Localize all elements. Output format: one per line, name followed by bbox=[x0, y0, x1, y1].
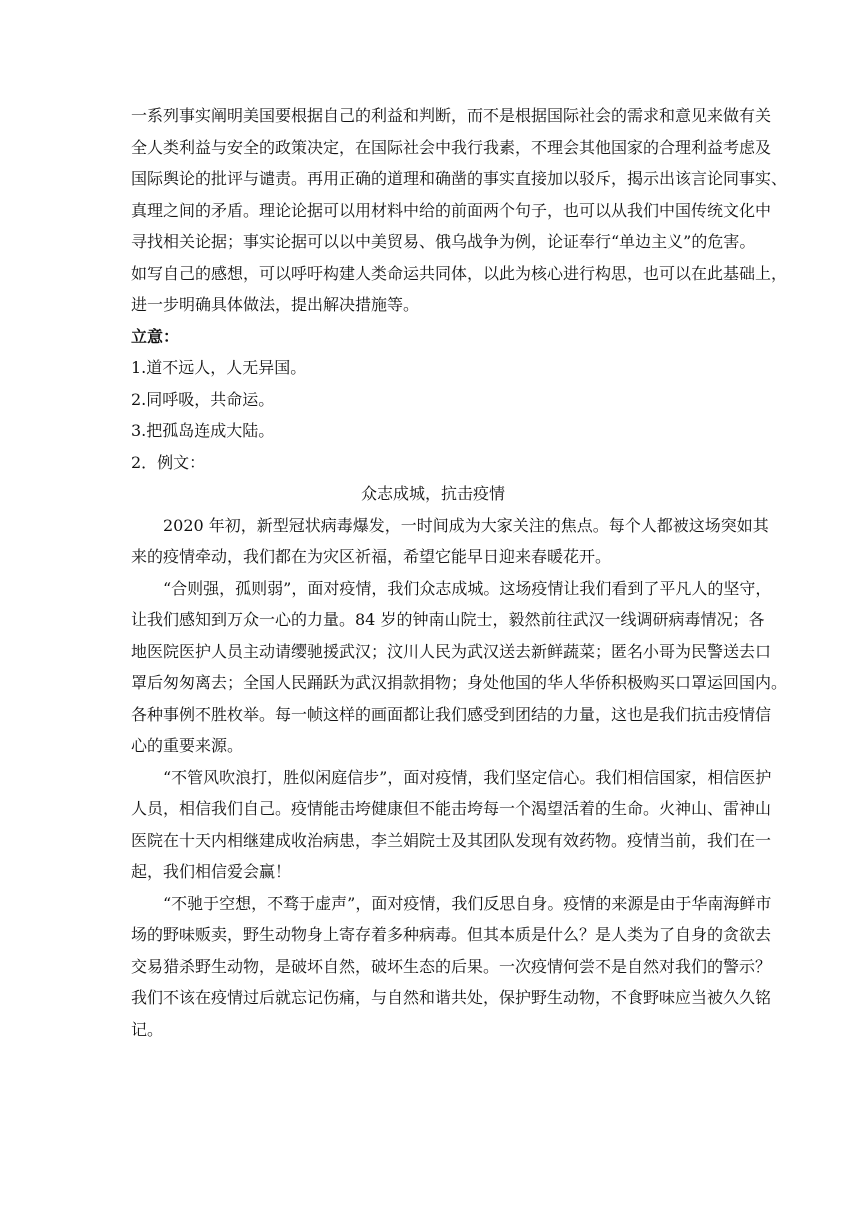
essay-paragraph bbox=[131, 573, 788, 762]
feeling-line: 如写自己的感想，可以呼吁构建人类命运共同体，以此为核心进行构思，也可以在此基础上， bbox=[131, 263, 788, 283]
intro-line: 全人类利益与安全的政策决定，在国际社会中我行我素，不理会其他国家的合理利益考虑及 bbox=[131, 137, 772, 157]
essay-line: 场的野味贩卖，野生动物身上寄存着多种病毒。但其本质是什么？是人类为了自身的贪欲去 bbox=[131, 925, 772, 944]
example-label: 2．例文： bbox=[131, 452, 206, 472]
intro-line: 一系列事实阐明美国要根据自己的利益和判断，而不是根据国际社会的需求和意见来做有关 bbox=[131, 106, 772, 125]
essay-line: 心的重要来源。 bbox=[131, 736, 244, 755]
essay-paragraph bbox=[131, 510, 769, 573]
essay-line: 罩后匆匆离去；全国人民踊跃为武汉捐款捐物；身处他国的华人华侨积极购买口罩运回国内。 bbox=[131, 673, 788, 692]
essay-line: “不管风吹浪打，胜似闲庭信步”，面对疫情，我们坚定信心。我们相信国家，相信医护 bbox=[163, 767, 772, 787]
intro-paragraph bbox=[131, 100, 788, 258]
essay-line: 人员，相信我们自己。疫情能击垮健康但不能击垮每一个渴望活着的生命。火神山、雷神山 bbox=[131, 799, 772, 818]
essay-line: 医院在十天内相继建成收治病患，李兰娟院士及其团队发现有效药物。疫情当前，我们在一 bbox=[131, 830, 772, 850]
intro-line: 国际舆论的批评与谴责。再用正确的道理和确凿的事实直接加以驳斥，揭示出该言论同事实、 bbox=[131, 169, 788, 188]
essay-line: 2020 年初，新型冠状病毒爆发，一时间成为大家关注的焦点。每个人都被这场突如其 bbox=[163, 515, 769, 535]
essay-line: 交易猎杀野生动物，是破坏自然，破坏生态的后果。一次疫情何尝不是自然对我们的警示？ bbox=[131, 956, 772, 976]
document-page bbox=[131, 100, 788, 1045]
theme-item: 1.道不远人，人无异国。 bbox=[131, 358, 307, 377]
intro-line: 真理之间的矛盾。理论论据可以用材料中给的前面两个句子，也可以从我们中国传统文化中 bbox=[131, 200, 772, 220]
intro-line: 寻找相关论据；事实论据可以以中美贸易、俄乌战争为例，论证奉行“单边主义”的危害。 bbox=[131, 232, 756, 251]
essay-line: 记。 bbox=[131, 1019, 164, 1039]
essay-paragraph bbox=[131, 888, 772, 1046]
theme-item: 3.把孤岛连成大陆。 bbox=[131, 421, 275, 440]
essay-paragraph bbox=[131, 762, 772, 888]
essay-line: “合则强，孤则弱”，面对疫情，我们众志成城。这场疫情让我们看到了平凡人的坚守， bbox=[163, 578, 772, 598]
essay-line: “不驰于空想，不骛于虚声”，面对疫情，我们反思自身。疫情的来源是由于华南海鲜市 bbox=[163, 893, 772, 913]
essay-line: 各种事例不胜枚举。每一帧这样的画面都让我们感受到团结的力量，这也是我们抗击疫情信 bbox=[131, 704, 772, 724]
feeling-line: 进一步明确具体做法，提出解决措施等。 bbox=[131, 295, 420, 314]
essay-line: 我们不该在疫情过后就忘记伤痛，与自然和谐共处，保护野生动物，不食野味应当被久久铭 bbox=[131, 988, 772, 1007]
essay-line: 让我们感知到万众一心的力量。84 岁的钟南山院士，毅然前往武汉一线调研病毒情况；各 bbox=[131, 610, 765, 629]
essay-line: 地医院医护人员主动请缨驰援武汉；汶川人民为武汉送去新鲜蔬菜；匿名小哥为民警送去口 bbox=[131, 641, 772, 661]
essay-line: 起，我们相信爱会赢！ bbox=[131, 862, 292, 881]
essay-line: 来的疫情牵动，我们都在为灾区祈福，希望它能早日迎来春暖花开。 bbox=[131, 547, 612, 566]
essay-title: 众志成城，抗击疫情 bbox=[360, 484, 505, 503]
theme-item: 2.同呼吸，共命运。 bbox=[131, 389, 275, 409]
feeling-paragraph bbox=[131, 258, 788, 321]
theme-heading: 立意： bbox=[131, 326, 180, 346]
